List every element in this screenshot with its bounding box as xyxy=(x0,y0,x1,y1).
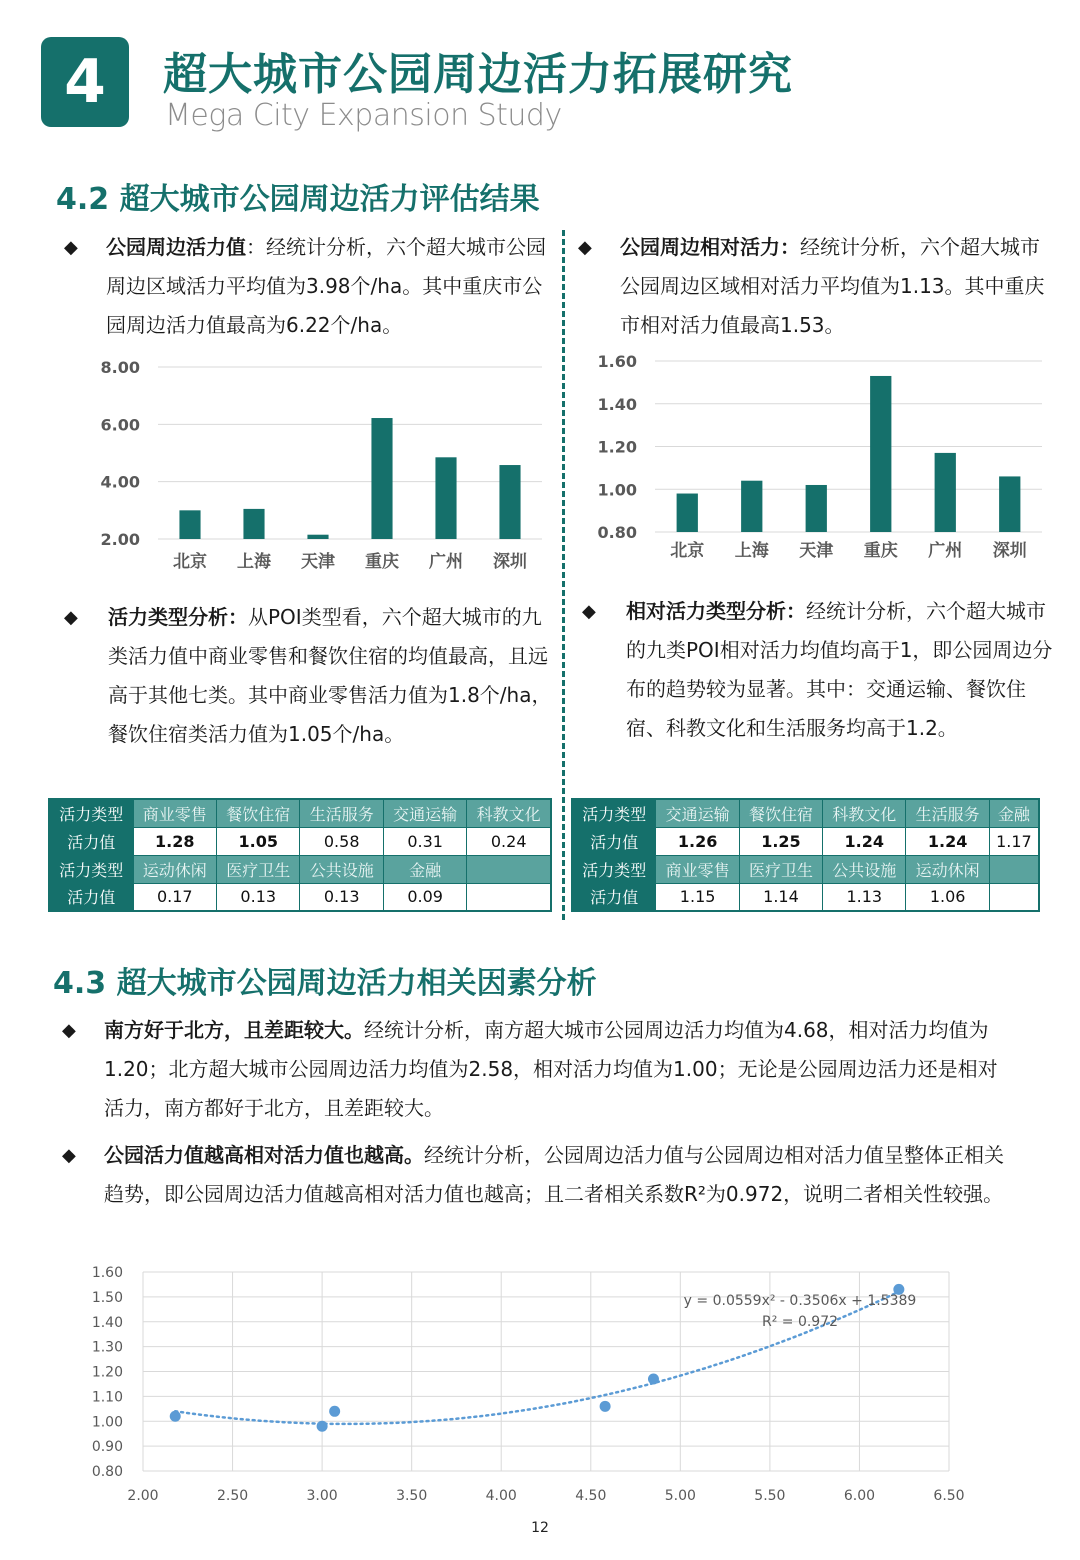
x-tick-label: 天津 xyxy=(799,541,834,561)
table-header-cell: 活力类型 xyxy=(572,855,656,883)
data-point xyxy=(317,1421,328,1432)
y-tick-label: 2.00 xyxy=(100,530,140,549)
bar xyxy=(435,457,456,539)
table-cell: 1.17 xyxy=(989,827,1039,855)
x-tick-label: 北京 xyxy=(173,552,207,572)
x-tick-label: 4.00 xyxy=(485,1488,517,1504)
bullet-relative-vitality xyxy=(578,228,1056,345)
table-header-cell: 医疗卫生 xyxy=(217,855,300,883)
y-tick-label: 1.60 xyxy=(91,1265,123,1281)
table-cell: 1.05 xyxy=(217,827,300,855)
x-tick-label: 天津 xyxy=(301,552,335,572)
r-squared-label: R² = 0.972 xyxy=(761,1314,839,1330)
diamond-bullet-icon: ◆ xyxy=(62,1020,76,1041)
bar xyxy=(806,485,827,532)
x-tick-label: 2.50 xyxy=(216,1488,249,1504)
y-tick-label: 1.10 xyxy=(91,1389,123,1406)
table-row xyxy=(49,883,551,911)
bullet-heading: 公园活力值越高相对活力值也越高。 xyxy=(104,1143,424,1167)
table-cell: 1.15 xyxy=(656,883,739,911)
chapter-number: 4 xyxy=(64,47,106,117)
table-header-cell: 活力值 xyxy=(572,883,656,911)
y-tick-label: 1.20 xyxy=(91,1364,123,1381)
table-cell: 1.24 xyxy=(823,827,906,855)
table-cell: 0.17 xyxy=(133,883,216,911)
table-header-cell: 运动休闲 xyxy=(133,855,216,883)
relative-vitality-type-table xyxy=(571,798,1040,912)
x-tick-label: 重庆 xyxy=(365,552,399,572)
table-header-cell: 餐饮住宿 xyxy=(217,799,300,827)
table-cell: 1.26 xyxy=(656,827,739,855)
table-empty-cell xyxy=(467,855,551,883)
y-tick-label: 1.20 xyxy=(597,437,637,457)
x-tick-label: 4.50 xyxy=(575,1488,607,1504)
chapter-title: 超大城市公园周边活力拓展研究 xyxy=(163,49,793,100)
table-header-cell: 金融 xyxy=(989,799,1039,827)
y-tick-label: 1.30 xyxy=(91,1339,123,1356)
table-header-cell: 活力类型 xyxy=(572,799,656,827)
x-tick-label: 5.50 xyxy=(754,1488,786,1504)
table-empty-cell xyxy=(467,883,551,911)
vitality-type-table xyxy=(48,798,552,912)
table-header-cell: 商业零售 xyxy=(656,855,739,883)
table-header-cell: 公共设施 xyxy=(300,855,383,883)
diamond-bullet-icon: ◆ xyxy=(582,601,596,622)
bar xyxy=(999,476,1020,532)
y-tick-label: 0.90 xyxy=(91,1439,123,1456)
relative-vitality-bar-chart xyxy=(580,345,1050,585)
table-header-cell: 交通运输 xyxy=(656,799,739,827)
data-point xyxy=(329,1406,340,1417)
y-tick-label: 1.50 xyxy=(91,1289,123,1306)
table-header-cell: 金融 xyxy=(383,855,466,883)
table-cell: 0.13 xyxy=(217,883,300,911)
bar xyxy=(870,376,891,532)
page-number: 12 xyxy=(531,1520,549,1536)
bar xyxy=(677,494,698,532)
x-tick-label: 上海 xyxy=(237,552,271,572)
table-cell: 1.25 xyxy=(739,827,822,855)
section-4-2-title: 4.2 超大城市公园周边活力评估结果 xyxy=(56,182,540,217)
table-cell: 0.09 xyxy=(383,883,466,911)
table-cell: 1.13 xyxy=(823,883,906,911)
table-header-cell: 活力值 xyxy=(49,883,133,911)
table-header-cell: 活力类型 xyxy=(49,799,133,827)
bullet-text: 经统计分析，六个超大城市的九类POI相对活力均值均高于1，即公园周边分布的趋势较为显著。其中：交通运输、餐饮住宿、科教文化和生活服务均高于1.2。 xyxy=(626,599,1053,740)
table-cell: 0.13 xyxy=(300,883,383,911)
table-row xyxy=(572,883,1039,911)
x-tick-label: 深圳 xyxy=(493,552,527,572)
data-point xyxy=(648,1373,659,1384)
trendline xyxy=(175,1292,899,1424)
bar xyxy=(741,481,762,532)
table-header-cell: 交通运输 xyxy=(383,799,466,827)
table-row xyxy=(572,827,1039,855)
table-cell: 0.24 xyxy=(467,827,551,855)
chapter-number-badge xyxy=(41,37,129,127)
y-tick-label: 1.40 xyxy=(91,1314,123,1331)
x-tick-label: 6.00 xyxy=(843,1488,876,1504)
trend-equation-label: y = 0.0559x² - 0.3506x + 1.5389 xyxy=(683,1293,917,1309)
bar xyxy=(499,465,520,539)
y-tick-label: 1.40 xyxy=(597,394,637,414)
table-row xyxy=(49,799,551,827)
table-empty-cell xyxy=(989,883,1039,911)
bullet-park-vitality xyxy=(64,228,554,345)
diamond-bullet-icon: ◆ xyxy=(64,607,78,628)
x-tick-label: 6.50 xyxy=(933,1488,965,1504)
table-header-cell: 科教文化 xyxy=(467,799,551,827)
x-tick-label: 广州 xyxy=(429,552,463,572)
x-tick-label: 2.00 xyxy=(127,1488,159,1504)
bullet-text: ：经统计分析，六个超大城市公园周边区域活力平均值为3.98个/ha。其中重庆市公园周边活力值最高为6.22个/ha。 xyxy=(106,235,546,337)
x-tick-label: 上海 xyxy=(734,541,769,561)
bullet-heading: 南方好于北方，且差距较大。 xyxy=(104,1018,364,1042)
bar xyxy=(179,510,200,539)
table-header-cell: 生活服务 xyxy=(906,799,989,827)
bullet-heading: 相对活力类型分析： xyxy=(626,599,806,623)
x-tick-label: 5.00 xyxy=(664,1488,696,1504)
table-row xyxy=(49,827,551,855)
bar xyxy=(243,509,264,539)
table-cell: 1.28 xyxy=(133,827,216,855)
table-header-cell: 公共设施 xyxy=(823,855,906,883)
table-row xyxy=(49,855,551,883)
y-tick-label: 0.80 xyxy=(91,1464,123,1480)
bullet-heading: 公园周边活力值 xyxy=(106,235,246,259)
y-tick-label: 0.80 xyxy=(597,523,637,542)
bullet-heading: 活力类型分析： xyxy=(108,605,248,629)
table-header-cell: 商业零售 xyxy=(133,799,216,827)
y-tick-label: 1.00 xyxy=(597,480,637,500)
correlation-scatter-chart xyxy=(80,1260,980,1510)
column-divider xyxy=(562,230,565,920)
x-tick-label: 3.00 xyxy=(306,1488,338,1504)
table-cell: 1.14 xyxy=(739,883,822,911)
table-cell: 1.06 xyxy=(906,883,989,911)
bullet-heading: 公园周边相对活力： xyxy=(620,235,800,259)
data-point xyxy=(600,1401,611,1412)
bullet-text: 经统计分析，六个超大城市公园周边区域相对活力平均值为1.13。其中重庆市相对活力值最高1.53。 xyxy=(620,235,1045,337)
data-point xyxy=(170,1411,181,1422)
table-row xyxy=(572,799,1039,827)
section-4-3-title: 4.3 超大城市公园周边活力相关因素分析 xyxy=(53,966,597,1001)
bullet-text: 经统计分析，南方超大城市公园周边活力均值为4.68，相对活力均值为1.20；北方超大城市公园周边活力均值为2.58，相对活力均值为1.00；无论是公园周边活力还是相对活力，南方都好于北方，且差距较大。 xyxy=(104,1018,998,1120)
diamond-bullet-icon: ◆ xyxy=(578,237,592,258)
table-header-cell: 医疗卫生 xyxy=(739,855,822,883)
bar xyxy=(371,418,392,539)
bullet-correlation xyxy=(62,1136,1012,1214)
diamond-bullet-icon: ◆ xyxy=(64,237,78,258)
chapter-subtitle: Mega City Expansion Study xyxy=(165,98,562,133)
table-header-cell: 餐饮住宿 xyxy=(739,799,822,827)
y-tick-label: 1.60 xyxy=(597,352,637,371)
y-tick-label: 4.00 xyxy=(100,472,140,492)
table-header-cell: 活力值 xyxy=(49,827,133,855)
bar xyxy=(935,453,956,532)
diamond-bullet-icon: ◆ xyxy=(62,1145,76,1166)
x-tick-label: 广州 xyxy=(928,541,963,561)
x-tick-label: 北京 xyxy=(670,541,705,561)
vitality-bar-chart xyxy=(80,350,550,590)
bullet-vitality-type xyxy=(64,598,554,754)
table-header-cell: 科教文化 xyxy=(823,799,906,827)
bullet-text: 从POI类型看，六个超大城市的九类活力值中商业零售和餐饮住宿的均值最高，且远高于其他七类。其中商业零售活力值为1.8个/ha，餐饮住宿类活力值为1.05个/ha。 xyxy=(108,605,552,746)
table-header-cell: 运动休闲 xyxy=(906,855,989,883)
table-empty-cell xyxy=(989,855,1039,883)
x-tick-label: 重庆 xyxy=(863,541,898,561)
table-header-cell: 活力类型 xyxy=(49,855,133,883)
table-header-cell: 活力值 xyxy=(572,827,656,855)
x-tick-label: 深圳 xyxy=(992,541,1027,561)
bullet-relative-vitality-type xyxy=(582,592,1054,748)
table-cell: 0.31 xyxy=(383,827,466,855)
table-cell: 0.58 xyxy=(300,827,383,855)
y-tick-label: 1.00 xyxy=(91,1414,123,1431)
bullet-text: 经统计分析，公园周边活力值与公园周边相对活力值呈整体正相关趋势，即公园周边活力值越高相对活力值也越高；且二者相关系数R²为0.972，说明二者相关性较强。 xyxy=(104,1143,1004,1206)
bar xyxy=(307,535,328,539)
table-cell: 1.24 xyxy=(906,827,989,855)
table-header-cell: 生活服务 xyxy=(300,799,383,827)
bullet-south-north xyxy=(62,1011,1012,1128)
y-tick-label: 6.00 xyxy=(100,415,140,435)
x-tick-label: 3.50 xyxy=(396,1488,428,1504)
y-tick-label: 8.00 xyxy=(100,358,140,377)
table-row xyxy=(572,855,1039,883)
